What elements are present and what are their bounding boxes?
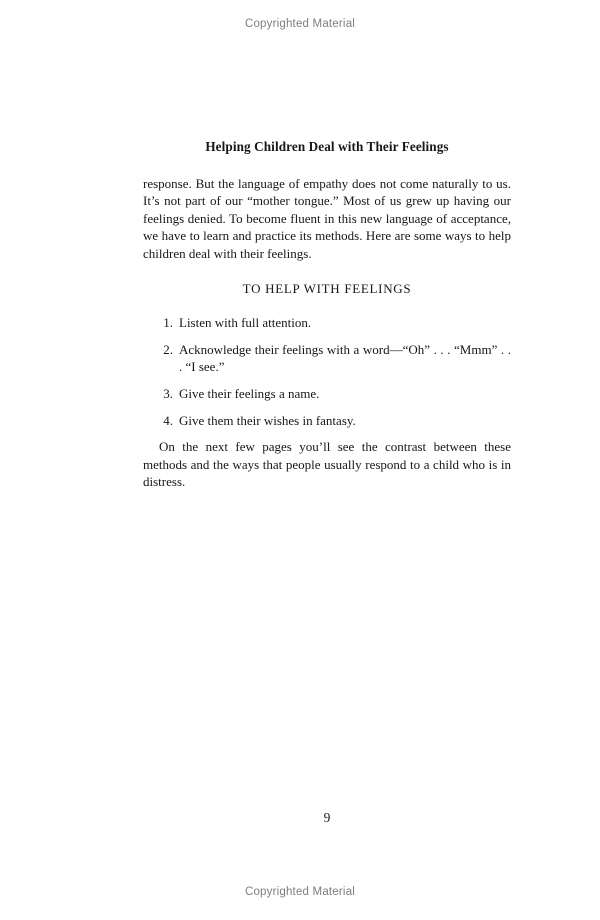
- list-item-text: Give them their wishes in fantasy.: [179, 412, 356, 428]
- list-item: [155, 314, 511, 332]
- page-content: [143, 138, 511, 491]
- copyright-notice-top: Copyrighted Material: [244, 18, 356, 30]
- list-item-number: 3.: [163, 385, 173, 401]
- list-item: [155, 385, 511, 403]
- list-item-number: 1.: [163, 315, 173, 331]
- intro-paragraph: response. But the language of empathy does not come naturally to us. It’s not part of our “mother tongue.” Most of us grew up having our feelings denied. To become fluent in this new language of acceptance, we have to learn and practice its methods. Here are some ways to help children deal with their feelings.: [143, 175, 511, 261]
- chapter-title: Helping Children Deal with Their Feelings: [205, 139, 449, 154]
- list-item-text: Acknowledge their feelings with a word—“Oh” . . . “Mmm” . . . “I see.”: [179, 341, 511, 375]
- section-heading: TO HELP WITH FEELINGS: [242, 280, 412, 296]
- list-item: [155, 412, 511, 430]
- closing-paragraph: On the next few pages you’ll see the contrast between these methods and the ways that people usually respond to a child who is in distress.: [143, 439, 511, 490]
- feelings-method-list: [155, 314, 511, 429]
- copyright-notice-bottom: Copyrighted Material: [244, 886, 356, 898]
- list-item-number: 2.: [163, 341, 173, 357]
- list-item-number: 4.: [163, 412, 173, 428]
- list-item-text: Listen with full attention.: [179, 315, 312, 331]
- list-item: [155, 341, 511, 376]
- page-number: 9: [323, 810, 331, 825]
- list-item-text: Give their feelings a name.: [179, 385, 320, 401]
